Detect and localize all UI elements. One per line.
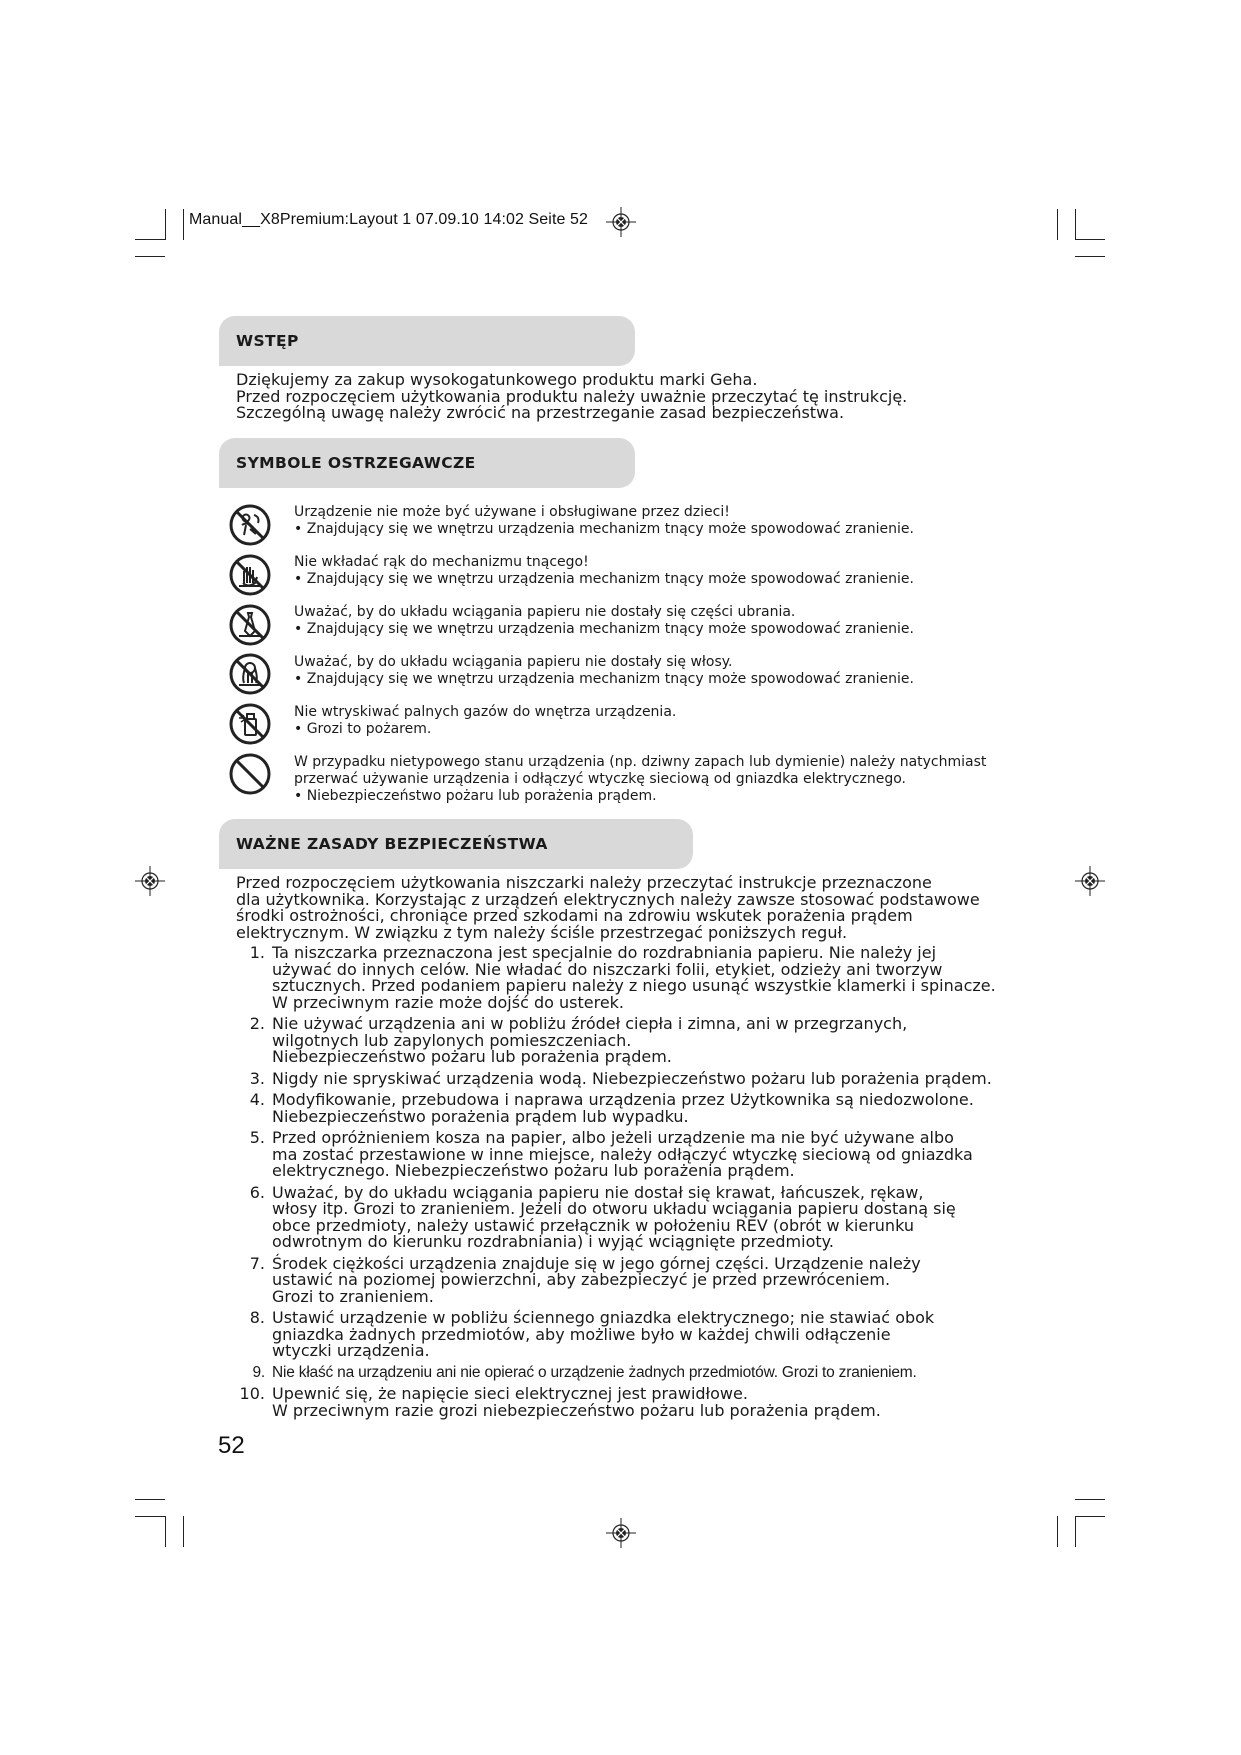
registration-mark-icon	[1075, 866, 1105, 896]
safety-rules-list	[236, 945, 1036, 1424]
section-header-intro	[219, 316, 635, 366]
registration-mark-icon	[606, 1518, 636, 1548]
page-number: 52	[218, 1432, 245, 1459]
symbol-description: Nie wkładać rąk do mechanizmu tnącego! • Znajdujący się we wnętrzu urządzenia mechanizm tnący może spowodować zranienie.	[294, 554, 914, 587]
print-slug: Manual__X8Premium:Layout 1 07.09.10 14:02 Seite 52	[189, 211, 589, 228]
list-item: 3. Nigdy nie spryskiwać urządzenia wodą. Niebezpieczeństwo pożaru lub porażenia prądem.	[249, 1068, 992, 1088]
symbol-description: W przypadku nietypowego stanu urządzenia (np. dziwny zapach lub dymienie) należy natychmiast przerwać używanie urządzenia i odłączyć wtyczkę sieciową od gniazdka elektrycznego. • Niebezpieczeństwo pożaru lub porażenia prądem.	[294, 754, 987, 804]
no-hair-icon	[228, 652, 272, 696]
safety-intro-paragraph: Przed rozpoczęciem użytkowania niszczarki należy przeczytać instrukcje przeznaczone dla użytkownika. Korzystając z urządzeń elektrycznych należy zawsze stosować podstawowe środki ostrożności, chroniące przed szkodami na zdrowiu wskutek porażenia prądem elektrycznym. W związku z tym należy ściśle przestrzegać poniższych reguł.	[236, 873, 980, 942]
symbol-description: Uważać, by do układu wciągania papieru nie dostały się włosy. • Znajdujący się we wnętrzu urządzenia mechanizm tnący może spowodować zranienie.	[294, 654, 914, 687]
list-item: 1. Ta niszczarka przeznaczona jest specjalnie do rozdrabniania papieru. Nie należy jej używać do innych celów. Nie władać do niszczarki folii, etykiet, odzieży ani tworzyw sztucznych. Przed podaniem papieru należy z niego usunąć wszystkie klamerki i spinacze. W przeciwnym razie może dojść do usterek.	[249, 943, 996, 1012]
section-header-symbols	[219, 438, 635, 488]
list-item: 7. Środek ciężkości urządzenia znajduje się w jego górnej części. Urządzenie należy ustawić na poziomej powierzchni, aby zabezpieczyć je przed przewróceniem. Grozi to zranieniem.	[249, 1253, 921, 1306]
section-title: SYMBOLE OSTRZEGAWCZE	[236, 454, 476, 472]
prohibited-icon	[228, 752, 272, 796]
intro-paragraph: Dziękujemy za zakup wysokogatunkowego produktu marki Geha. Przed rozpoczęciem użytkowania produktu należy uważnie przeczytać tę instrukcję. Szczególną uwagę należy zwrócić na przestrzeganie zasad bezpieczeństwa.	[236, 370, 908, 422]
registration-mark-icon	[135, 866, 165, 896]
no-children-icon	[228, 503, 272, 547]
symbol-description: Urządzenie nie może być używane i obsługiwane przez dzieci! • Znajdujący się we wnętrzu urządzenia mechanizm tnący może spowodować zranienie.	[294, 504, 914, 537]
symbol-description: Uważać, by do układu wciągania papieru nie dostały się części ubrania. • Znajdujący się we wnętrzu urządzenia mechanizm tnący może spowodować zranienie.	[294, 604, 914, 637]
section-title: WAŻNE ZASADY BEZPIECZEŃSTWA	[236, 835, 548, 853]
list-item: 8. Ustawić urządzenie w pobliżu ściennego gniazdka elektrycznego; nie stawiać obok gniazdka żadnych przedmiotów, aby możliwe było w każdej chwili odłączenie wtyczki urządzenia.	[249, 1308, 935, 1360]
section-title: WSTĘP	[236, 332, 299, 350]
list-item: 2. Nie używać urządzenia ani w pobliżu źródeł ciepła i zimna, ani w przegrzanych, wilgotnych lub zapylonych pomieszczeniach. Niebezpieczeństwo pożaru lub porażenia prądem.	[249, 1014, 908, 1066]
no-hands-icon	[228, 553, 272, 597]
list-item: 6. Uważać, by do układu wciągania papieru nie dostał się krawat, łańcuszek, rękaw, włosy itp. Grozi to zranieniem. Jeżeli do otworu układu wciągania papieru dostaną się obce przedmioty, należy ustawić przełącznik w położeniu REV (obrót w kierunku odwrotnym do kierunku rozdrabniania) i wyjąć wciągnięte przedmioty.	[249, 1182, 956, 1251]
registration-mark-icon	[606, 207, 636, 237]
no-tie-icon	[228, 603, 272, 647]
list-item: 9. Nie kłaść na urządzeniu ani nie opierać o urządzenie żadnych przedmiotów. Grozi to zranieniem.	[252, 1363, 917, 1381]
list-item: 5. Przed opróżnieniem kosza na papier, albo jeżeli urządzenie ma nie być używane albo ma zostać przestawione w inne miejsce, należy odłączyć wtyczkę sieciową od gniazdka elektrycznego. Niebezpieczeństwo pożaru lub porażenia prądem.	[249, 1128, 973, 1180]
section-header-safety-rules	[219, 819, 693, 869]
list-item: 4. Modyfikowanie, przebudowa i naprawa urządzenia przez Użytkownika są niedozwolone. Niebezpieczeństwo porażenia prądem lub wypadku.	[249, 1090, 974, 1126]
list-item: 10. Upewnić się, że napięcie sieci elektrycznej jest prawidłowe. W przeciwnym razie grozi niebezpieczeństwo pożaru lub porażenia prądem.	[239, 1384, 881, 1420]
symbol-description: Nie wtryskiwać palnych gazów do wnętrza urządzenia. • Grozi to pożarem.	[294, 704, 677, 737]
no-spray-icon	[228, 702, 272, 746]
